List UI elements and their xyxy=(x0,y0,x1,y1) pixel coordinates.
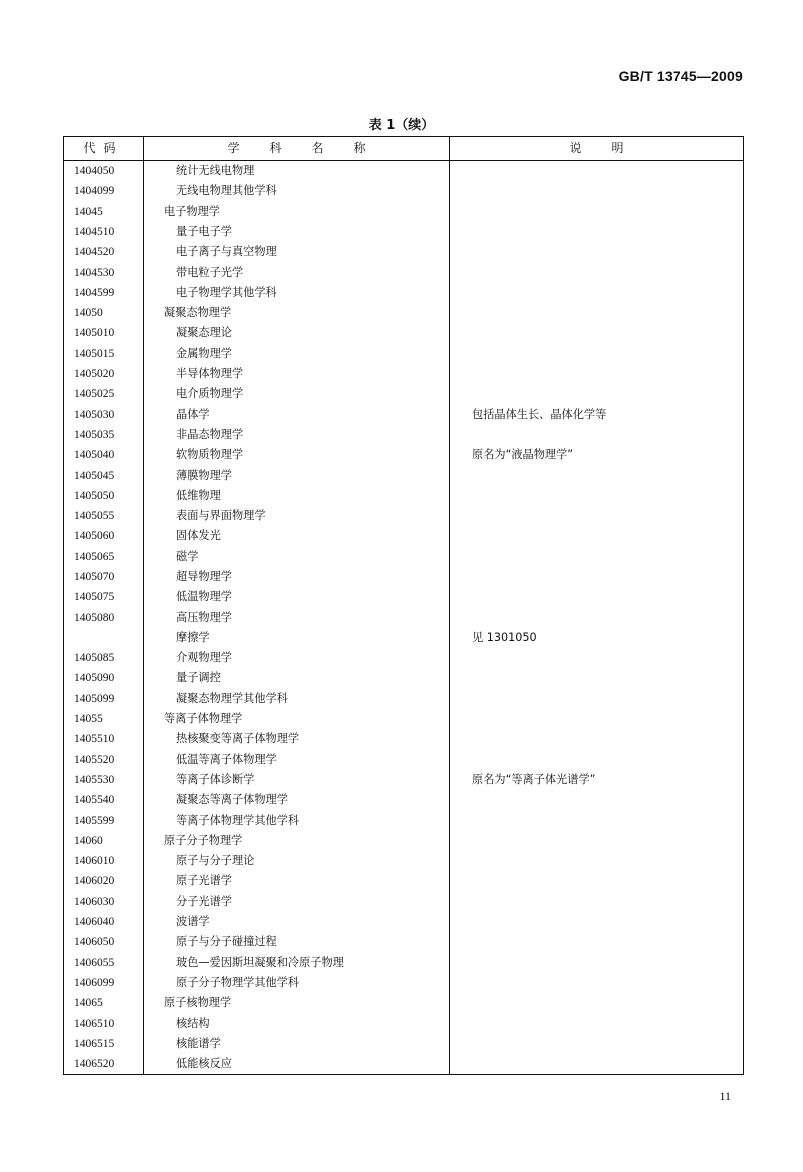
code-cell: 14065 xyxy=(64,993,144,1013)
name-cell: 核能谱学 xyxy=(144,1034,450,1054)
code-cell: 1405099 xyxy=(64,689,144,709)
code-cell: 1404510 xyxy=(64,222,144,242)
name-cell: 核结构 xyxy=(144,1013,450,1033)
code-cell: 1405520 xyxy=(64,750,144,770)
note-cell xyxy=(450,932,744,952)
table-row xyxy=(64,202,744,222)
table-row xyxy=(64,344,744,364)
table-row xyxy=(64,405,744,425)
name-cell: 原子与分子碰撞过程 xyxy=(144,932,450,952)
name-cell: 磁学 xyxy=(144,547,450,567)
note-cell xyxy=(450,608,744,628)
table-row xyxy=(64,790,744,810)
table-row xyxy=(64,648,744,668)
table-row xyxy=(64,526,744,546)
name-cell: 电子物理学其他学科 xyxy=(144,283,450,303)
note-cell xyxy=(450,973,744,993)
table-row xyxy=(64,262,744,282)
name-cell: 玻色—爱因斯坦凝聚和冷原子物理 xyxy=(144,953,450,973)
note-cell xyxy=(450,729,744,749)
note-cell xyxy=(450,648,744,668)
name-cell: 摩擦学 xyxy=(144,628,450,648)
table-row xyxy=(64,709,744,729)
name-cell: 表面与界面物理学 xyxy=(144,506,450,526)
table-row xyxy=(64,506,744,526)
code-cell: 1405090 xyxy=(64,668,144,688)
table-row xyxy=(64,729,744,749)
note-cell xyxy=(450,689,744,709)
code-cell: 1406030 xyxy=(64,892,144,912)
code-cell: 14060 xyxy=(64,831,144,851)
name-cell: 热核聚变等离子体物理学 xyxy=(144,729,450,749)
name-cell: 电子离子与真空物理 xyxy=(144,242,450,262)
code-cell xyxy=(64,628,144,648)
table-row xyxy=(64,547,744,567)
note-cell xyxy=(450,323,744,343)
table-row xyxy=(64,871,744,891)
table-row xyxy=(64,668,744,688)
table-row xyxy=(64,608,744,628)
table-row xyxy=(64,932,744,952)
table-caption: 表 1（续） xyxy=(368,118,435,133)
note-cell xyxy=(450,222,744,242)
code-cell: 14050 xyxy=(64,303,144,323)
code-cell: 1406055 xyxy=(64,953,144,973)
table-row xyxy=(64,465,744,485)
table-row xyxy=(64,953,744,973)
note-cell xyxy=(450,283,744,303)
note-cell xyxy=(450,851,744,871)
name-cell: 原子与分子理论 xyxy=(144,851,450,871)
note-cell xyxy=(450,1034,744,1054)
table-row xyxy=(64,161,744,182)
name-cell: 原子核物理学 xyxy=(144,993,450,1013)
discipline-table xyxy=(63,136,744,1075)
code-cell: 1405530 xyxy=(64,770,144,790)
code-cell: 1406040 xyxy=(64,912,144,932)
code-cell: 1404530 xyxy=(64,262,144,282)
table-row xyxy=(64,770,744,790)
name-cell: 量子调控 xyxy=(144,668,450,688)
note-cell xyxy=(450,303,744,323)
name-cell: 固体发光 xyxy=(144,526,450,546)
note-cell xyxy=(450,892,744,912)
note-cell xyxy=(450,831,744,851)
code-cell: 1406099 xyxy=(64,973,144,993)
note-cell xyxy=(450,202,744,222)
code-cell: 1404520 xyxy=(64,242,144,262)
name-cell: 波谱学 xyxy=(144,912,450,932)
table-row xyxy=(64,1013,744,1033)
note-cell xyxy=(450,668,744,688)
table-row xyxy=(64,364,744,384)
column-header-name: 学科名称 xyxy=(144,137,450,161)
code-cell: 1405070 xyxy=(64,567,144,587)
note-cell xyxy=(450,364,744,384)
code-cell: 1405010 xyxy=(64,323,144,343)
name-cell: 高压物理学 xyxy=(144,608,450,628)
name-cell: 等离子体诊断学 xyxy=(144,770,450,790)
name-cell: 低维物理 xyxy=(144,486,450,506)
table-row xyxy=(64,486,744,506)
note-cell xyxy=(450,953,744,973)
code-cell: 1405055 xyxy=(64,506,144,526)
code-cell: 1405075 xyxy=(64,587,144,607)
table-row xyxy=(64,1034,744,1054)
name-cell: 量子电子学 xyxy=(144,222,450,242)
code-cell: 1405060 xyxy=(64,526,144,546)
note-cell xyxy=(450,1054,744,1075)
note-cell: 包括晶体生长、晶体化学等 xyxy=(450,405,744,425)
table-row xyxy=(64,445,744,465)
table-row xyxy=(64,242,744,262)
name-cell: 超导物理学 xyxy=(144,567,450,587)
note-cell: 原名为“液晶物理学” xyxy=(450,445,744,465)
code-cell: 1406520 xyxy=(64,1054,144,1075)
note-cell xyxy=(450,486,744,506)
note-cell xyxy=(450,750,744,770)
name-cell: 凝聚态理论 xyxy=(144,323,450,343)
table-header-row xyxy=(64,137,744,161)
table-row xyxy=(64,222,744,242)
table-row xyxy=(64,323,744,343)
table-row xyxy=(64,1054,744,1075)
code-cell: 1405025 xyxy=(64,384,144,404)
name-cell: 晶体学 xyxy=(144,405,450,425)
name-cell: 等离子体物理学 xyxy=(144,709,450,729)
code-cell: 1405599 xyxy=(64,811,144,831)
note-cell xyxy=(450,526,744,546)
code-cell: 1405510 xyxy=(64,729,144,749)
table-row xyxy=(64,181,744,201)
note-cell: 原名为“等离子体光谱学” xyxy=(450,770,744,790)
name-cell: 金属物理学 xyxy=(144,344,450,364)
note-cell xyxy=(450,384,744,404)
name-cell: 电子物理学 xyxy=(144,202,450,222)
name-cell: 低温物理学 xyxy=(144,587,450,607)
code-cell: 1405080 xyxy=(64,608,144,628)
column-header-note: 说明 xyxy=(450,137,744,161)
name-cell: 凝聚态物理学 xyxy=(144,303,450,323)
code-cell: 1405050 xyxy=(64,486,144,506)
name-cell: 分子光谱学 xyxy=(144,892,450,912)
table-row xyxy=(64,425,744,445)
code-cell: 1406510 xyxy=(64,1013,144,1033)
table-row xyxy=(64,303,744,323)
note-cell xyxy=(450,871,744,891)
name-cell: 无线电物理其他学科 xyxy=(144,181,450,201)
table-row xyxy=(64,811,744,831)
note-cell xyxy=(450,181,744,201)
page-number: 11 xyxy=(719,1089,731,1103)
table-row xyxy=(64,384,744,404)
code-cell: 14055 xyxy=(64,709,144,729)
table-row xyxy=(64,628,744,648)
code-cell: 1406515 xyxy=(64,1034,144,1054)
column-header-code: 代码 xyxy=(64,137,144,161)
table-row xyxy=(64,831,744,851)
code-cell: 1406020 xyxy=(64,871,144,891)
code-cell: 1405085 xyxy=(64,648,144,668)
table-row xyxy=(64,283,744,303)
table-row xyxy=(64,892,744,912)
note-cell xyxy=(450,567,744,587)
code-cell: 1405030 xyxy=(64,405,144,425)
note-cell: 见 1301050 xyxy=(450,628,744,648)
code-cell: 1405015 xyxy=(64,344,144,364)
name-cell: 带电粒子光学 xyxy=(144,262,450,282)
name-cell: 凝聚态等离子体物理学 xyxy=(144,790,450,810)
name-cell: 软物质物理学 xyxy=(144,445,450,465)
code-cell: 1406050 xyxy=(64,932,144,952)
name-cell: 低能核反应 xyxy=(144,1054,450,1075)
code-cell: 1406010 xyxy=(64,851,144,871)
note-cell xyxy=(450,262,744,282)
name-cell: 等离子体物理学其他学科 xyxy=(144,811,450,831)
note-cell xyxy=(450,912,744,932)
table-row xyxy=(64,993,744,1013)
code-cell: 1405020 xyxy=(64,364,144,384)
name-cell: 介观物理学 xyxy=(144,648,450,668)
name-cell: 低温等离子体物理学 xyxy=(144,750,450,770)
note-cell xyxy=(450,465,744,485)
standard-code: GB/T 13745—2009 xyxy=(618,68,743,84)
note-cell xyxy=(450,506,744,526)
code-cell: 14045 xyxy=(64,202,144,222)
note-cell xyxy=(450,790,744,810)
note-cell xyxy=(450,993,744,1013)
name-cell: 凝聚态物理学其他学科 xyxy=(144,689,450,709)
name-cell: 非晶态物理学 xyxy=(144,425,450,445)
note-cell xyxy=(450,161,744,182)
code-cell: 1404599 xyxy=(64,283,144,303)
note-cell xyxy=(450,709,744,729)
table-row xyxy=(64,851,744,871)
name-cell: 半导体物理学 xyxy=(144,364,450,384)
code-cell: 1404099 xyxy=(64,181,144,201)
table-row xyxy=(64,689,744,709)
name-cell: 薄膜物理学 xyxy=(144,465,450,485)
code-cell: 1405035 xyxy=(64,425,144,445)
code-cell: 1405065 xyxy=(64,547,144,567)
table-row xyxy=(64,587,744,607)
table-row xyxy=(64,750,744,770)
name-cell: 原子分子物理学 xyxy=(144,831,450,851)
name-cell: 统计无线电物理 xyxy=(144,161,450,182)
note-cell xyxy=(450,242,744,262)
name-cell: 原子光谱学 xyxy=(144,871,450,891)
note-cell xyxy=(450,547,744,567)
note-cell xyxy=(450,425,744,445)
code-cell: 1404050 xyxy=(64,161,144,182)
note-cell xyxy=(450,811,744,831)
table-row xyxy=(64,912,744,932)
name-cell: 原子分子物理学其他学科 xyxy=(144,973,450,993)
note-cell xyxy=(450,587,744,607)
table-row xyxy=(64,567,744,587)
code-cell: 1405040 xyxy=(64,445,144,465)
code-cell: 1405540 xyxy=(64,790,144,810)
table-row xyxy=(64,973,744,993)
name-cell: 电介质物理学 xyxy=(144,384,450,404)
code-cell: 1405045 xyxy=(64,465,144,485)
note-cell xyxy=(450,1013,744,1033)
note-cell xyxy=(450,344,744,364)
